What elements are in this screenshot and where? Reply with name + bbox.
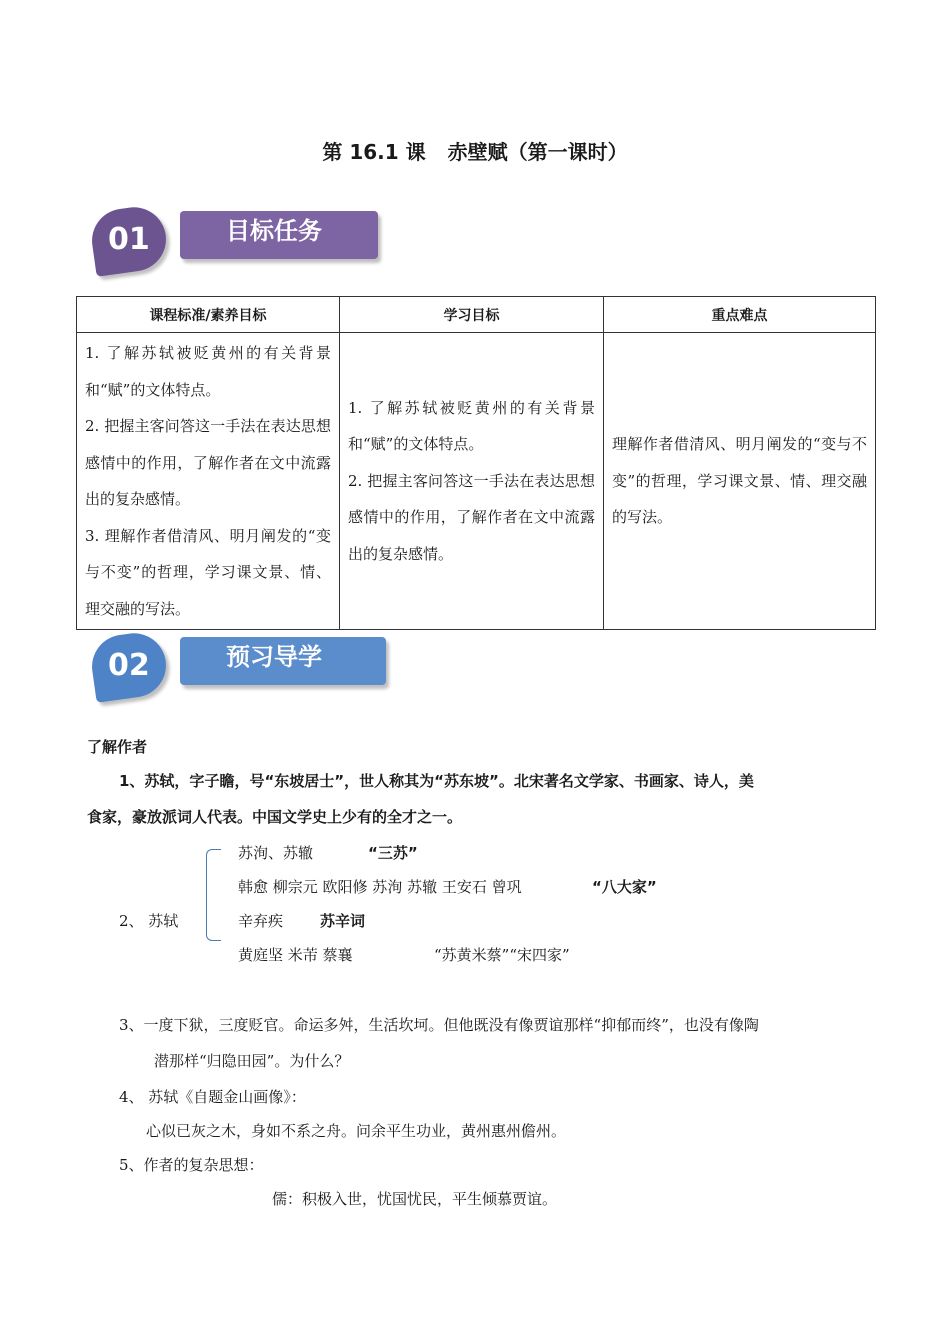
section-number-circle: 01 bbox=[88, 203, 170, 277]
lesson-number: 第 16.1 课 bbox=[322, 140, 426, 164]
item-label: 2、 苏轼 bbox=[119, 912, 179, 930]
list-item: 2. 把握主客问答这一手法在表达思想感情中的作用，了解作者在文中流露出的复杂感情。 bbox=[85, 417, 331, 508]
table-cell-objectives bbox=[340, 333, 604, 630]
relation-tag: “三苏” bbox=[368, 844, 418, 862]
paragraph-line: 5、作者的复杂思想： bbox=[119, 1156, 264, 1174]
table-cell-keypoints bbox=[604, 333, 876, 630]
relation-tag: “苏黄米蔡”“宋四家” bbox=[434, 946, 570, 964]
key-points-text: 理解作者借清风、明月阐发的“变与不变”的哲理，学习课文景、情、理交融的写法。 bbox=[612, 435, 867, 527]
relation-names: 辛弃疾 bbox=[238, 912, 284, 930]
paragraph-line: 食家，豪放派词人代表。中国文学史上少有的全才之一。 bbox=[87, 808, 463, 826]
relation-names: 苏洵、苏辙 bbox=[238, 844, 314, 862]
paragraph-line: 4、 苏轼《自题金山画像》： bbox=[119, 1088, 306, 1106]
brace-icon bbox=[206, 849, 221, 941]
list-item: 2. 把握主客问答这一手法在表达思想感情中的作用，了解作者在文中流露出的复杂感情。 bbox=[348, 471, 595, 563]
paragraph-line: 3、一度下狱，三度贬官。命运多舛，生活坎坷。但他既没有像贾谊那样“抑郁而终”，也没有像陶 bbox=[119, 1016, 759, 1034]
poem-line: 心似已灰之木，身如不系之舟。问余平生功业，黄州惠州儋州。 bbox=[146, 1122, 567, 1140]
table-header: 课程标准/素养目标 bbox=[77, 297, 340, 333]
list-item: 1. 了解苏轼被贬黄州的有关背景和“赋”的文体特点。 bbox=[85, 344, 331, 399]
table-header: 重点难点 bbox=[604, 297, 876, 333]
table-header: 学习目标 bbox=[340, 297, 604, 333]
section-label: 预习导学 bbox=[180, 637, 386, 685]
subheading-author: 了解作者 bbox=[87, 738, 148, 756]
page-title bbox=[0, 136, 950, 165]
list-item: 3. 理解作者借清风、明月阐发的“变与不变”的哲理，学习课文景、情、理交融的写法。 bbox=[85, 526, 331, 618]
paragraph-line: 儒：积极入世，忧国忧民，平生倾慕贾谊。 bbox=[272, 1190, 558, 1208]
section-number-circle: 02 bbox=[88, 629, 170, 703]
table-header-row bbox=[77, 297, 876, 333]
section-label: 目标任务 bbox=[180, 211, 378, 259]
lesson-name: 赤壁赋（第一课时） bbox=[447, 140, 628, 164]
relation-tag: “八大家” bbox=[592, 878, 657, 896]
table-cell-standards bbox=[77, 333, 340, 630]
relation-names: 韩愈 柳宗元 欧阳修 苏洵 苏辙 王安石 曾巩 bbox=[238, 878, 522, 896]
paragraph-line: 潜那样“归隐田园”。为什么？ bbox=[154, 1052, 350, 1070]
table-row bbox=[77, 333, 876, 630]
paragraph-line: 1、苏轼，字子瞻，号“东坡居士”，世人称其为“苏东坡”。北宋著名文学家、书画家、诗人，美 bbox=[119, 772, 754, 790]
relation-tag: 苏辛词 bbox=[320, 912, 366, 930]
list-item: 1. 了解苏轼被贬黄州的有关背景和“赋”的文体特点。 bbox=[348, 398, 595, 454]
relation-names: 黄庭坚 米芾 蔡襄 bbox=[238, 946, 353, 964]
objectives-table bbox=[76, 296, 876, 630]
